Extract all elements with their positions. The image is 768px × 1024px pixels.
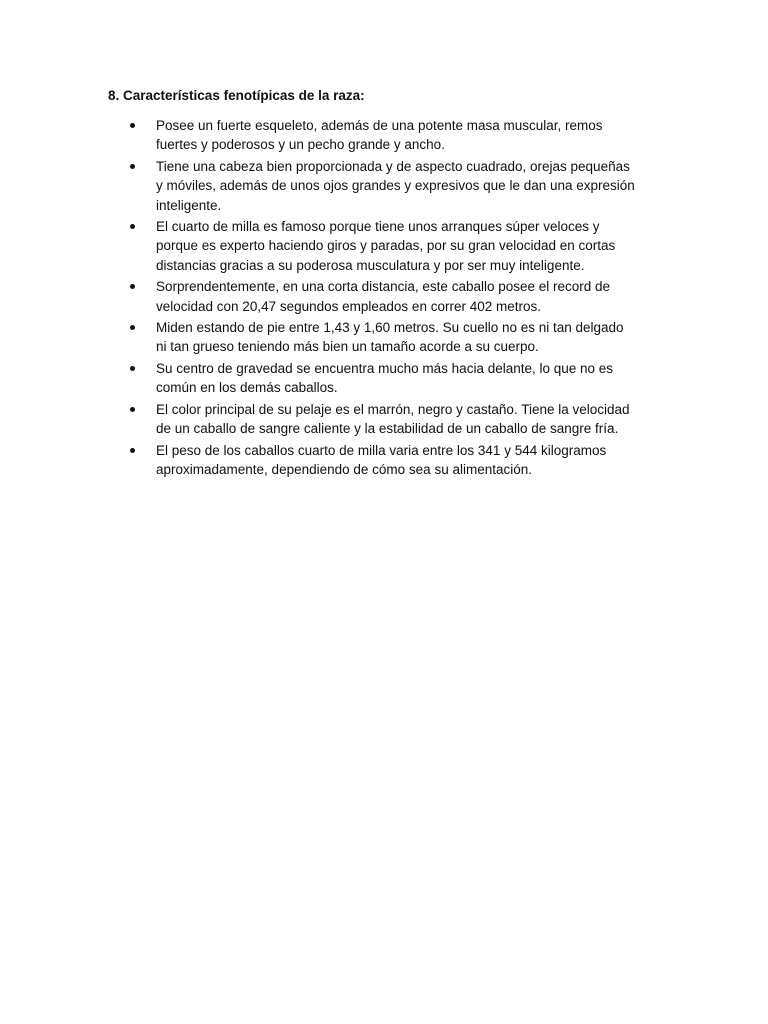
bullet-icon bbox=[130, 407, 135, 412]
list-item-line: ni tan grueso teniendo más bien un tamaño acorde a su cuerpo. bbox=[156, 339, 539, 355]
list-item-line: y móviles, además de unos ojos grandes y expresivos que le dan una expresión bbox=[156, 178, 635, 194]
list-item bbox=[130, 359, 670, 398]
list-item-line: Sorprendentemente, en una corta distancia, este caballo posee el record de bbox=[156, 279, 611, 295]
list-item-line: Tiene una cabeza bien proporcionada y de aspecto cuadrado, orejas pequeñas bbox=[156, 158, 630, 174]
bullet-icon bbox=[130, 224, 135, 229]
list-item bbox=[130, 277, 670, 316]
list-item-line: inteligente. bbox=[156, 197, 222, 213]
list-item-line: aproximadamente, dependiendo de cómo sea su alimentación. bbox=[156, 461, 532, 477]
list-item-line: distancias gracias a su poderosa musculatura y por ser muy inteligente. bbox=[156, 257, 585, 273]
bullet-icon bbox=[130, 366, 135, 371]
list-item-line: común en los demás caballos. bbox=[156, 380, 338, 396]
list-item bbox=[130, 441, 670, 480]
list-item bbox=[130, 318, 670, 357]
list-item-line: porque es experto haciendo giros y paradas, por su gran velocidad en cortas bbox=[156, 238, 616, 254]
bullet-list bbox=[130, 116, 670, 481]
section-heading: 8. Características fenotípicas de la raza: bbox=[108, 88, 365, 103]
bullet-icon bbox=[130, 325, 135, 330]
list-item-line: El cuarto de milla es famoso porque tiene unos arranques súper veloces y bbox=[156, 219, 600, 235]
list-item-line: Posee un fuerte esqueleto, además de una potente masa muscular, remos bbox=[156, 118, 603, 133]
list-item-line: El peso de los caballos cuarto de milla varia entre los 341 y 544 kilogramos bbox=[156, 442, 607, 458]
bullet-icon bbox=[130, 284, 135, 289]
list-item-line: de un caballo de sangre caliente y la estabilidad de un caballo de sangre fría. bbox=[156, 421, 619, 437]
bullet-icon bbox=[130, 123, 135, 128]
list-item-line: fuertes y poderosos y un pecho grande y ancho. bbox=[156, 137, 445, 153]
list-item bbox=[130, 217, 670, 275]
list-item-line: Su centro de gravedad se encuentra mucho más hacia delante, lo que no es bbox=[156, 360, 614, 376]
list-item-line: Miden estando de pie entre 1,43 y 1,60 metros. Su cuello no es ni tan delgado bbox=[156, 320, 624, 336]
list-item bbox=[130, 400, 670, 439]
list-item-line: velocidad con 20,47 segundos empleados en correr 402 metros. bbox=[156, 298, 541, 314]
bullet-icon bbox=[130, 448, 135, 453]
bullet-icon bbox=[130, 164, 135, 169]
list-item-line: El color principal de su pelaje es el marrón, negro y castaño. Tiene la velocidad bbox=[156, 401, 630, 417]
list-item bbox=[130, 157, 670, 215]
list-item bbox=[130, 116, 670, 155]
